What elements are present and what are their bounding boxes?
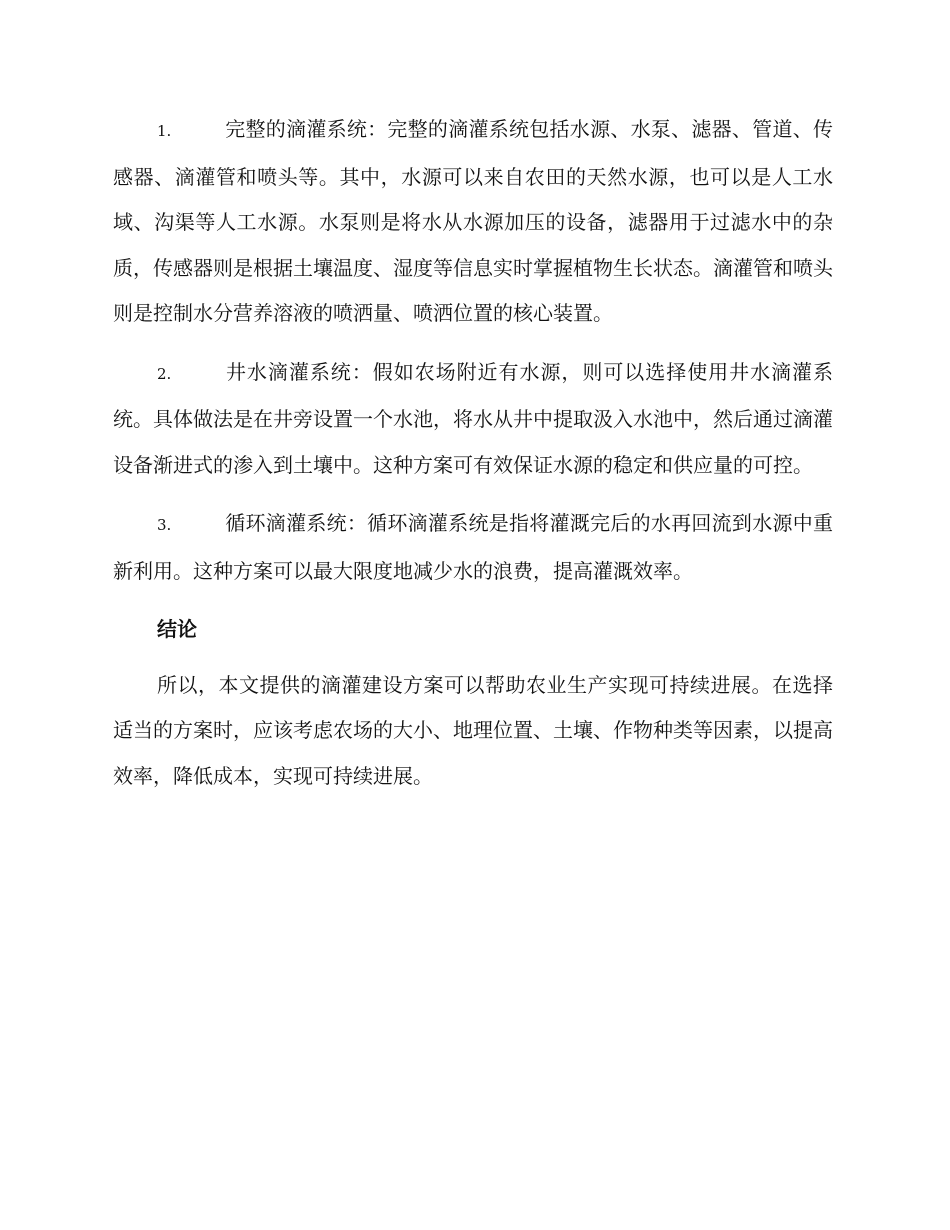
- list-number: 1.: [157, 122, 172, 140]
- document-body: [113, 107, 833, 799]
- list-item-text: 井水滴灌系统：假如农场附近有水源，则可以选择使用井水滴灌系统。具体做法是在井旁设置一个水池，将水从井中提取汲入水池中，然后通过滴灌设备渐进式的渗入到土壤中。这种方案可有效保证水源的稳定和供应量的可控。: [113, 359, 833, 477]
- conclusion-heading: 结论: [157, 617, 197, 641]
- list-number: 3.: [157, 516, 172, 534]
- list-number: 2.: [157, 364, 172, 383]
- list-item-text: 循环滴灌系统：循环滴灌系统是指将灌溉完后的水再回流到水源中重新利用。这种方案可以最大限度地减少水的浪费，提高灌溉效率。: [113, 511, 833, 583]
- conclusion-paragraph: 所以，本文提供的滴灌建设方案可以帮助农业生产实现可持续进展。在选择适当的方案时，应该考虑农场的大小、地理位置、土壤、作物种类等因素，以提高效率，降低成本，实现可持续进展。: [113, 672, 833, 788]
- list-item-text: 完整的滴灌系统：完整的滴灌系统包括水源、水泵、滤器、管道、传感器、滴灌管和喷头等。其中，水源可以来自农田的天然水源，也可以是人工水域、沟渠等人工水源。水泵则是将水从水源加压的设备，滤器用于过滤水中的杂质，传感器则是根据土壤温度、湿度等信息实时掌握植物生长状态。滴灌管和喷头则是控制水分营养溶液的喷洒量、喷洒位置的核心装置。: [113, 117, 833, 325]
- list-item-3: [113, 501, 833, 594]
- list-item-2: [113, 350, 833, 489]
- list-item-1: [113, 107, 833, 337]
